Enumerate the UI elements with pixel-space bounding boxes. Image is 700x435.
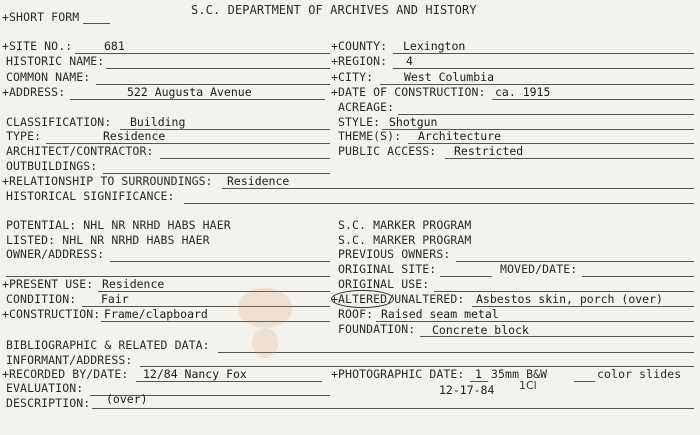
construction-value: Frame/clapboard [104,307,208,321]
county-line [393,53,694,54]
present-use-value: Residence [102,277,165,291]
classification-label: CLASSIFICATION: [6,115,112,129]
region-value: 4 [406,54,413,68]
biblio-label: BIBLIOGRAPHIC & RELATED DATA: [6,338,210,352]
present-use-label: +PRESENT USE: [2,277,94,291]
altered-value: Asbestos skin, porch (over) [476,292,663,306]
site-no-value: 681 [104,39,125,53]
paper-stain [238,288,292,328]
theme-label: THEME(S): [338,129,402,143]
description-line [92,408,694,409]
paper-stain-2 [252,328,278,358]
historic-name-label: HISTORIC NAME: [6,54,105,68]
short-form-line [83,23,110,24]
owner-label: OWNER/ADDRESS: [6,247,105,261]
biblio-line [218,352,694,353]
site-no-line [75,53,330,54]
relationship-value: Residence [227,174,290,188]
date-construction-value: ca. 1915 [495,85,551,99]
significance-line [184,203,694,204]
moved-date-label: MOVED/DATE: [500,262,578,276]
informant-label: INFORMANT/ADDRESS: [6,353,133,367]
photo-type: 35mm B&W [491,367,548,381]
original-use-label: ORIGINAL USE: [338,277,430,291]
previous-owners-label: PREVIOUS OWNERS: [338,247,451,261]
short-form-label: +SHORT FORM [2,10,80,24]
condition-value: Fair [101,292,129,306]
listed-row: LISTED: NHL NR NRHD HABS HAER [6,233,210,247]
construction-line [101,321,330,322]
style-value: Shotgun [389,115,438,129]
photo-count-value: 1 [475,367,482,381]
theme-value: Architecture [418,129,502,143]
color-slides-label: color slides [597,367,682,381]
moved-date-line [582,276,694,277]
address-value: 522 Augusta Avenue [127,85,252,99]
relationship-label: +RELATIONSHIP TO SURROUNDINGS: [2,174,213,188]
region-label: +REGION: [331,54,388,68]
theme-line [408,143,694,144]
common-name-label: COMMON NAME: [6,70,91,84]
architect-label: ARCHITECT/CONTRACTOR: [6,144,154,158]
foundation-value: Concrete block [432,323,529,337]
type-label: TYPE: [6,129,42,143]
address-label: +ADDRESS: [2,85,66,99]
date-construction-line [492,99,694,100]
photo-code: 1Cl [519,379,537,392]
region-line [393,68,694,69]
significance-label: HISTORICAL SIGNIFICANCE: [6,189,175,203]
condition-label: CONDITION: [6,292,77,306]
description-label: DESCRIPTION: [6,396,91,410]
owner-line [110,261,330,262]
site-no-label: +SITE NO.: [2,39,73,53]
color-slides-line [574,381,595,382]
construction-label: +CONSTRUCTION: [2,307,101,321]
outbuildings-label: OUTBUILDINGS: [6,159,98,173]
recorded-line [136,381,322,382]
agency-title: S.C. DEPARTMENT OF ARCHIVES AND HISTORY [191,3,477,17]
description-value: (over) [106,392,148,406]
photo-date-label: +PHOTOGRAPHIC DATE: [331,367,465,381]
roof-line [376,321,694,322]
relationship-line [222,188,694,189]
potential-row: POTENTIAL: NHL NR NRHD HABS HAER [6,218,231,232]
access-line [445,158,694,159]
date-construction-label: +DATE OF CONSTRUCTION: [331,85,486,99]
roof-value: Raised seam metal [381,307,499,321]
acreage-label: ACREAGE: [338,100,395,114]
address-line [70,99,325,100]
photo-count-line [470,381,488,382]
foundation-label: FOUNDATION: [338,322,416,336]
city-value: West Columbia [404,70,495,84]
original-site-label: ORIGINAL SITE: [338,262,437,276]
architect-line [160,158,330,159]
style-label: STYLE: [338,115,381,129]
evaluation-label: EVALUATION: [6,381,84,395]
marker-program-1: S.C. MARKER PROGRAM [338,218,472,232]
original-site-line [440,276,492,277]
present-use-line [98,291,330,292]
access-label: PUBLIC ACCESS: [338,144,437,158]
access-value: Restricted [454,144,524,158]
recorded-value: 12/84 Nancy Fox [143,367,247,381]
marker-program-2: S.C. MARKER PROGRAM [338,233,472,247]
classification-value: Building [130,115,186,129]
recorded-label: +RECORDED BY/DATE: [2,367,129,381]
photo-date-value: 12-17-84 [439,383,495,397]
historic-name-line [106,68,330,69]
roof-label: ROOF: [338,307,374,321]
city-label: +CITY: [331,70,374,84]
altered-label: +ALTERED/UNALTERED: [331,292,465,306]
acreage-line [398,114,694,115]
county-value: Lexington [403,39,466,53]
county-label: +COUNTY: [331,39,388,53]
type-value: Residence [103,129,166,143]
altered-line [472,306,694,307]
